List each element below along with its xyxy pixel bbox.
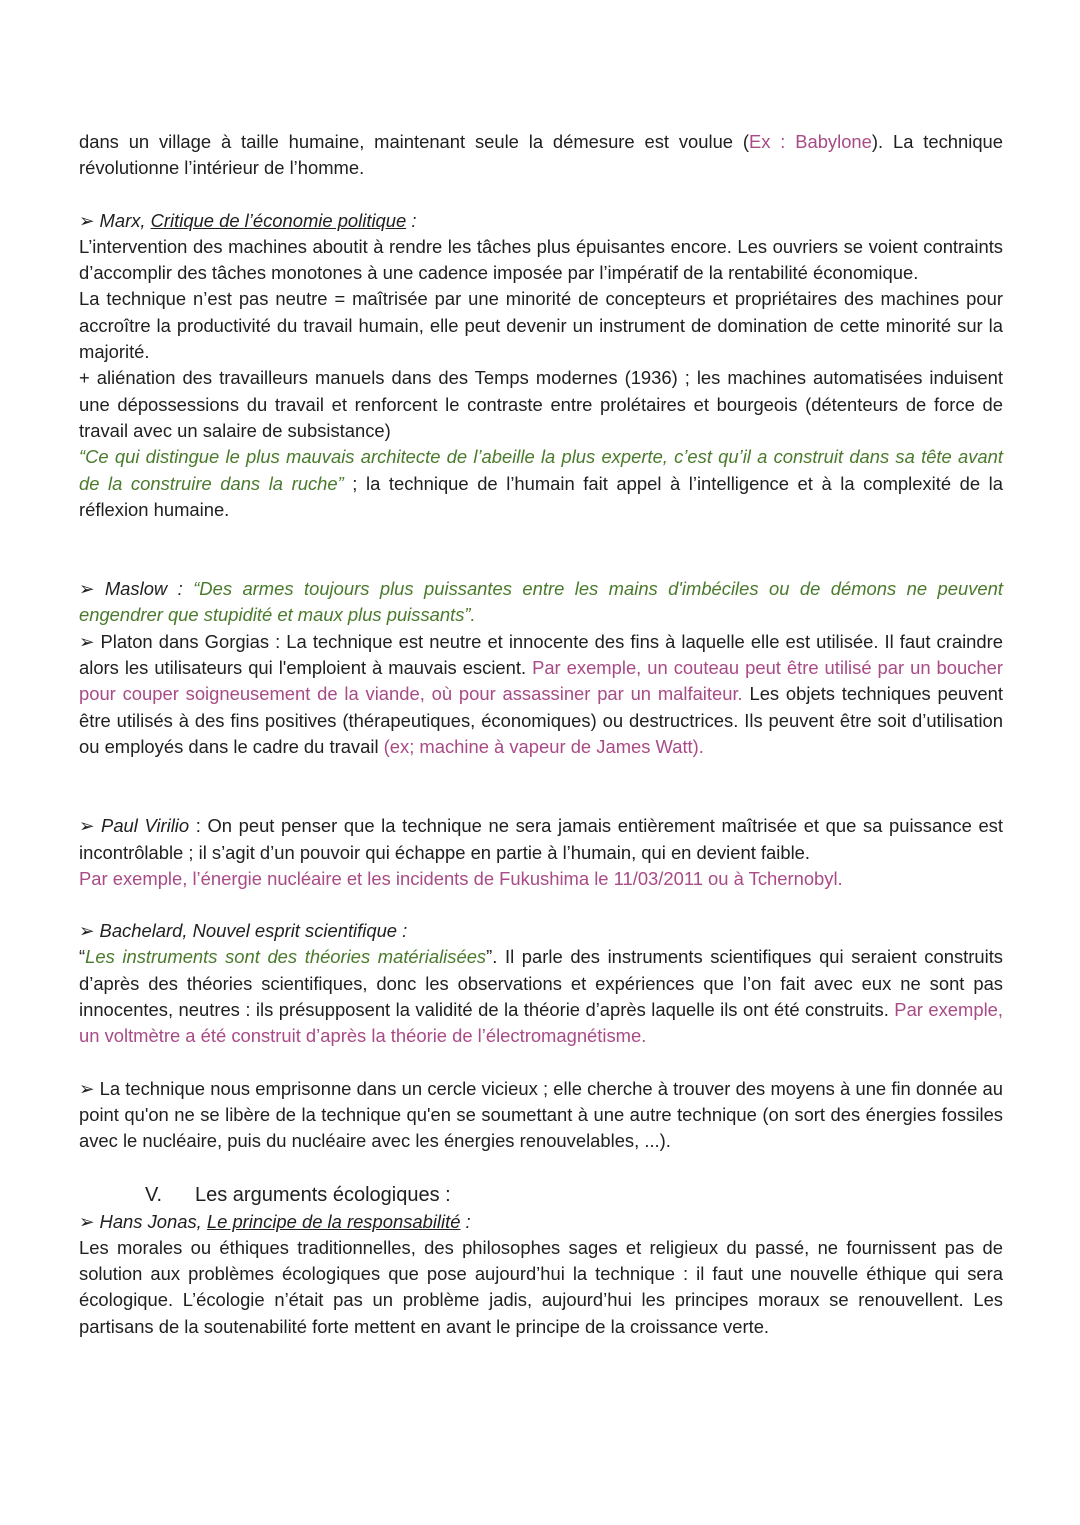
jonas-header (79, 1209, 1003, 1235)
virilio-text: : On peut penser que la technique ne sera jamais entièrement maîtrisée et que sa puissance est incontrôlable ; il s’agit d’un pouvoir qui échappe en partie à l’humain, qui en devient faible. (79, 815, 1003, 863)
platon-example: Par exemple, un couteau peut être utilisé par un boucher pour couper soigneusement de la viande, où pour assassiner par un malfaiteur. (79, 657, 1003, 705)
maslow-paragraph (79, 576, 1003, 629)
virilio-author: Paul Virilio (101, 815, 190, 837)
jonas-paragraph: Les morales ou éthiques traditionnelles, des philosophes sages et religieux du passé, ne fournissent pas de solution aux problèmes écologiques que pose aujourd’hui la technique : il faut une nouvelle éthique qui sera écologique. L’écologie n’était pas un problème jadis, aujourd’hui les principes moraux se renouvellent. Les partisans de la soutenabilité forte mettent en avant le principe de la croissance verte. (79, 1236, 1003, 1337)
intro-paragraph (79, 129, 1003, 182)
arrow-bullet-icon: ➢ (79, 1210, 95, 1232)
platon-rest: Les objets techniques peuvent être utilisés à des fins positives (thérapeutiques, économiques) ou destructrices. Ils peuvent être soit d’utilisation ou employés dans le cadre du travail (79, 683, 1003, 757)
cercle-text: La technique nous emprisonne dans un cercle vicieux ; elle cherche à trouver des moyens à une fin donnée au point qu'on ne se libère de la technique qu'en se soumettant à une autre technique (on sort des énergies fossiles avec le nucléaire, puis du nucléaire avec les énergies renouvelables, ...). (79, 1077, 1003, 1152)
marx-header (79, 208, 1003, 234)
cercle-paragraph (79, 1076, 1003, 1155)
arrow-bullet-icon: ➢ (79, 815, 95, 837)
marx-paragraph-1: L’intervention des machines aboutit à rendre les tâches plus épuisantes encore. Les ouvriers se voient contraints d’accomplir des tâches monotones à une cadence imposée par l’impératif de la rentabilité économique. (79, 235, 1003, 284)
arrow-bullet-icon: ➢ (79, 209, 95, 231)
jonas-title: Le principe de la responsabilité (206, 1210, 461, 1232)
platon-lead: Platon dans Gorgias : La technique est neutre et innocente des fins à laquelle elle est utilisée. Il faut craindre alors les utilisateurs qui l'emploient à mauvais escient. (79, 630, 1003, 679)
marx-author: Marx, (99, 209, 151, 231)
platon-example-2: (ex; machine à vapeur de James Watt). (383, 735, 704, 757)
section-title: Les arguments écologiques : (195, 1183, 451, 1206)
marx-paragraph-2: La technique n’est pas neutre = maîtrisée par une minorité de concepteurs et propriétaires des machines pour accroître la productivité du travail humain, elle peut devenir un instrument de domination de cette minorité sur la majorité. (79, 288, 1003, 363)
bachelard-header (79, 918, 1003, 944)
virilio-example: Par exemple, l’énergie nucléaire et les incidents de Fukushima le 11/03/2011 ou à Tchernobyl. (79, 867, 843, 889)
bachelard-text: ”. Il parle des instruments scientifiques qui seraient construits d’après des théories scientifiques, donc les observations et expériences que l’on fait avec eux ne sont pas innocentes, neutres : ils présupposent la validité de la théorie d’après laquelle ils ont été construits. (79, 946, 1003, 1021)
virilio-paragraph (79, 813, 1003, 866)
intro-text-end: ). La technique révolutionne l’intérieur de l’homme. (79, 131, 1004, 179)
marx-colon: : (406, 209, 417, 231)
bachelard-paragraph (79, 944, 1003, 1049)
intro-text: dans un village à taille humaine, maintenant seule la démesure est voulue ( (79, 131, 749, 152)
maslow-author: Maslow : (104, 578, 194, 600)
section-number: V. (145, 1183, 163, 1206)
marx-title: Critique de l’économie politique (150, 209, 407, 231)
intro-example: Ex : Babylone (748, 131, 872, 152)
arrow-bullet-icon: ➢ (79, 1077, 95, 1099)
bachelard-open-quote: “ (79, 946, 86, 968)
marx-quote: “Ce qui distingue le plus mauvais architecte de l’abeille la plus experte, c’est qu’il a construit dans sa tête avant de la construire dans la ruche” (79, 446, 1003, 494)
marx-quote-paragraph (79, 444, 1003, 523)
marx-quote-comment: ; la technique de l’humain fait appel à l’intelligence et à la complexité de la réflexion humaine. (79, 472, 1003, 520)
marx-paragraph-3: + aliénation des travailleurs manuels dans des Temps modernes (1936) ; les machines automatisées induisent une dépossessions du travail et renforcent le contraste entre prolétaires et bourgeois (détenteurs de force de travail avec un salaire de subsistance) (79, 367, 1003, 441)
bachelard-title: Bachelard, Nouvel esprit scientifique : (99, 920, 408, 942)
bachelard-quote: Les instruments sont des théories matérialisées (85, 946, 487, 968)
section-heading (145, 1181, 1003, 1209)
jonas-colon: : (460, 1210, 471, 1232)
jonas-author: Hans Jonas, (99, 1210, 207, 1232)
arrow-bullet-icon: ➢ (79, 920, 95, 942)
arrow-bullet-icon: ➢ (79, 630, 95, 652)
platon-paragraph (79, 629, 1003, 760)
maslow-quote: “Des armes toujours plus puissantes entre les mains d'imbéciles ou de démons ne peuvent engendrer que stupidité et maux plus puissants”. (79, 578, 1003, 626)
arrow-bullet-icon: ➢ (79, 578, 95, 600)
bachelard-example: Par exemple, un voltmètre a été construit d’après la théorie de l’électromagnétisme. (79, 999, 1003, 1047)
